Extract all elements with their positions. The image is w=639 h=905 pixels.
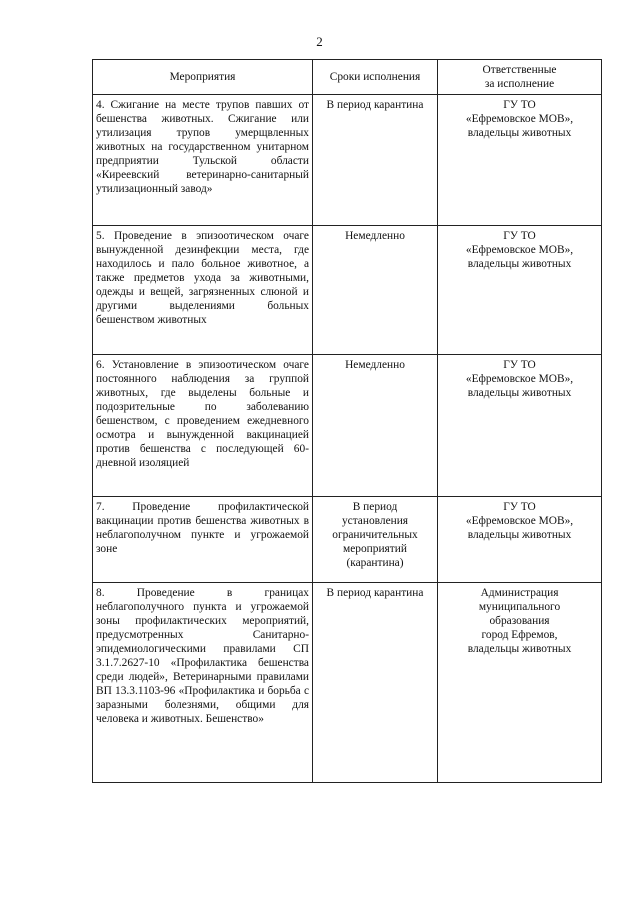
header-deadlines: Сроки исполнения: [313, 60, 438, 95]
responsible-cell: Администрация муниципального образования город Ефремов, владельцы животных: [438, 583, 602, 783]
responsible-cell: ГУ ТО «Ефремовское МОВ», владельцы животных: [438, 95, 602, 226]
event-cell: 5. Проведение в эпизоотическом очаге вынужденной дезинфекции места, где находилось и пало больное животное, а также предметов ухода за животными, одежды и вещей, загрязненных слюной и другими выделениями больных бешенством животных: [93, 226, 313, 355]
event-cell: 6. Установление в эпизоотическом очаге постоянного наблюдения за группой животных, где выделены больные и подозрительные по заболеванию бешенством, с проведением ежедневного осмотра и вынужденной вакцинацией против бешенства с последующей 60-дневной изоляцией: [93, 355, 313, 497]
table-row: [93, 355, 602, 497]
deadline-cell: В период установления ограничительных мероприятий (карантина): [313, 497, 438, 583]
responsible-cell: ГУ ТО «Ефремовское МОВ», владельцы животных: [438, 226, 602, 355]
deadline-cell: Немедленно: [313, 355, 438, 497]
header-events: Мероприятия: [93, 60, 313, 95]
responsible-cell: ГУ ТО «Ефремовское МОВ», владельцы животных: [438, 497, 602, 583]
event-cell: 4. Сжигание на месте трупов павших от бешенства животных. Сжигание или утилизация трупов умерщвленных животных на государственном унитарном предприятии Тульской области «Киреевский ветеринарно-санитарный утилизационный завод»: [93, 95, 313, 226]
header-responsible: Ответственные за исполнение: [438, 60, 602, 95]
event-cell: 7. Проведение профилактической вакцинации против бешенства животных в неблагополучном пункте и угрожаемой зоне: [93, 497, 313, 583]
table-row: [93, 226, 602, 355]
page-number: 2: [316, 34, 323, 49]
responsible-cell: ГУ ТО «Ефремовское МОВ», владельцы животных: [438, 355, 602, 497]
deadline-cell: В период карантина: [313, 95, 438, 226]
table-row: [93, 497, 602, 583]
table-header-row: [93, 60, 602, 95]
event-cell: 8. Проведение в границах неблагополучного пункта и угрожаемой зоны профилактических мероприятий, предусмотренных Санитарно-эпидемиологическими правилами СП 3.1.7.2627-10 «Профилактика бешенства среди людей», Ветеринарными правилами ВП 13.3.1103-96 «Профилактика и борьба с заразными болезнями, общими для человека и животных. Бешенство»: [93, 583, 313, 783]
deadline-cell: В период карантина: [313, 583, 438, 783]
events-table: [92, 59, 602, 783]
deadline-cell: Немедленно: [313, 226, 438, 355]
table-row: [93, 583, 602, 783]
table-row: [93, 95, 602, 226]
